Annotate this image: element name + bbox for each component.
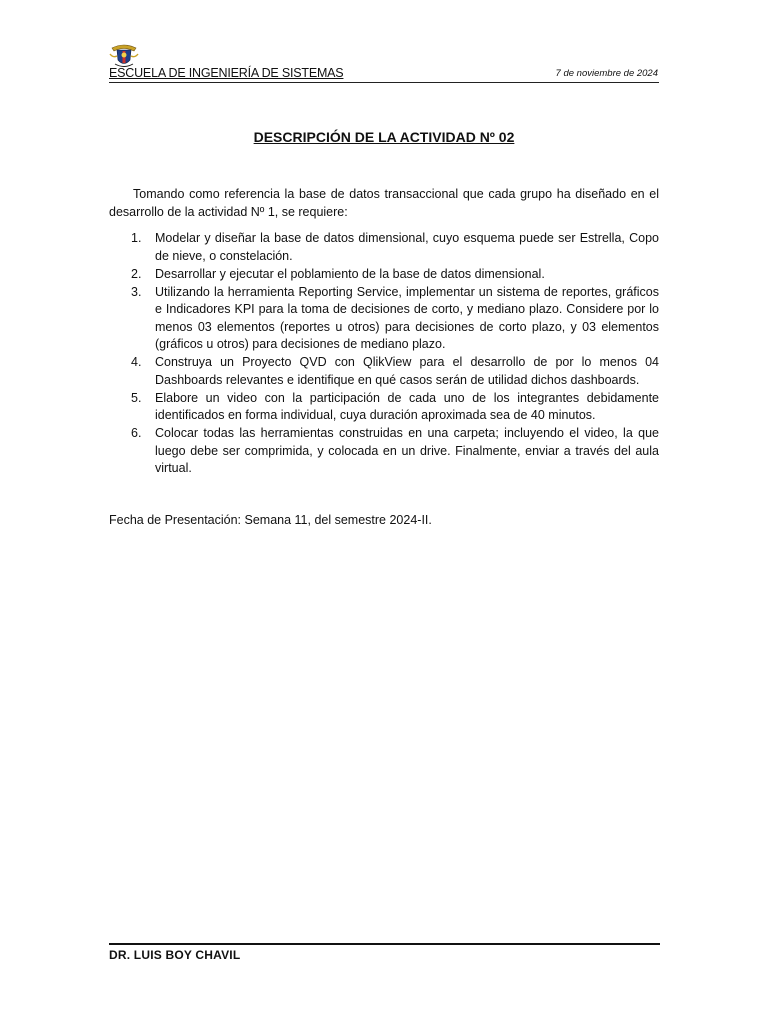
item-text: Colocar todas las herramientas construidas en una carpeta; incluyendo el video, la que luego debe ser comprimida, y colocada en un drive. Finalmente, enviar a través del aula virtual. <box>155 426 659 475</box>
item-number: 3. <box>131 284 142 299</box>
item-number: 6. <box>131 426 142 440</box>
item-number: 4. <box>131 355 142 369</box>
list-item <box>109 425 659 478</box>
item-number: 2. <box>131 266 142 281</box>
item-text: Desarrollar y ejecutar el poblamiento de la base de datos dimensional. <box>155 266 545 281</box>
requirements-list <box>109 230 659 478</box>
author-name: DR. LUIS BOY CHAVIL <box>109 948 241 962</box>
list-item <box>109 354 659 389</box>
list-item <box>109 284 659 354</box>
item-text: Construya un Proyecto QVD con QlikView para el desarrollo de por lo menos 04 Dashboards relevantes e identifique en qué casos serán de utilidad dichos dashboards. <box>155 355 659 387</box>
item-text: Modelar y diseñar la base de datos dimensional, cuyo esquema puede ser Estrella, Copo de nieve, o constelación. <box>155 231 659 263</box>
school-name: ESCUELA DE INGENIERÍA DE SISTEMAS <box>109 66 344 80</box>
item-text: Utilizando la herramienta Reporting Service, implementar un sistema de reportes, gráficos e Indicadores KPI para la toma de decisiones de corto, y mediano plazo. Considere por lo menos 03 elementos (reportes u otros) para decisiones de corto plazo, y 03 elementos (gráficos u otros) para decisiones de mediano plazo. <box>155 284 659 351</box>
list-item <box>109 230 659 265</box>
page-header <box>109 66 659 83</box>
document-date: 7 de noviembre de 2024 <box>555 68 658 79</box>
item-text: Elabore un video con la participación de cada uno de los integrantes debidamente identificados en forma individual, cuya duración aproximada sea de 40 minutos. <box>155 390 659 422</box>
document-title: DESCRIPCIÓN DE LA ACTIVIDAD Nº 02 <box>253 129 515 145</box>
item-number: 1. <box>131 231 142 245</box>
intro-paragraph: Tomando como referencia la base de datos transaccional que cada grupo ha diseñado en el desarrollo de la actividad Nº 1, se requiere: <box>109 187 659 219</box>
footer-divider <box>109 943 660 945</box>
presentation-date: Fecha de Presentación: Semana 11, del semestre 2024-II. <box>109 513 432 527</box>
item-number: 5. <box>131 390 142 405</box>
list-item <box>109 390 659 425</box>
list-item <box>109 266 659 284</box>
